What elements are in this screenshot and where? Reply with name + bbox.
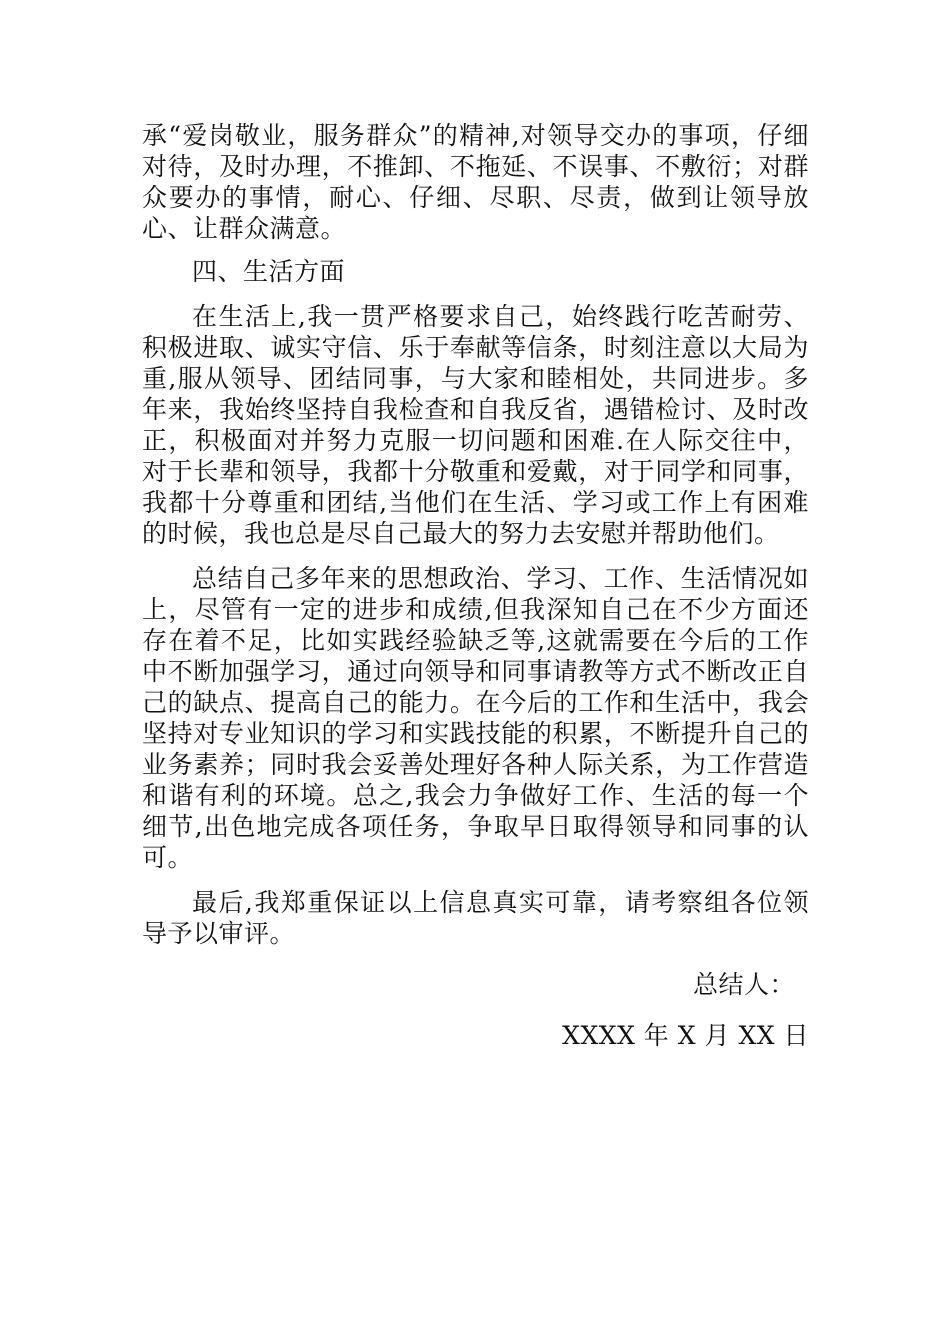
paragraph-summary: 总结自己多年来的思想政治、学习、工作、生活情况如上，尽管有一定的进步和成绩,但我深知自己在不少方面还存在着不足，比如实践经验缺乏等,这就需要在今后的工作中不断加强学习，通过向领导和同事请教等方式不断改正自己的缺点、提高自己的能力。在今后的工作和生活中，我会坚持对专业知识的学习和实践技能的积累，不断提升自己的业务素养；同时我会妥善处理好各种人际关系，为工作营造和谐有利的环境。总之,我会力争做好工作、生活的每一个细节,出色地完成各项任务，争取早日取得领导和同事的认可。 xyxy=(142,564,809,872)
section-heading-life: 四、生活方面 xyxy=(192,257,346,286)
signature-date: XXXX 年 X 月 XX 日 xyxy=(562,1021,809,1050)
document-page xyxy=(142,120,809,1051)
signer-label: 总结人： xyxy=(692,970,795,999)
paragraph-work-attitude: 承“爱岗敬业，服务群众”的精神,对领导交办的事项，仔细对待，及时办理，不推卸、不拖延、不误事、不敷衍；对群众要办的事情，耐心、仔细、尽职、尽责，做到让领导放心、让群众满意。 xyxy=(142,121,809,243)
paragraph-life: 在生活上,我一贯严格要求自己，始终践行吃苦耐劳、积极进取、诚实守信、乐于奉献等信条，时刻注意以大局为重,服从领导、团结同事，与大家和睦相处，共同进步。多年来，我始终坚持自我检查和自我反省，遇错检讨、及时改正，积极面对并努力克服一切问题和困难.在人际交往中，对于长辈和领导，我都十分敬重和爱戴，对于同学和同事，我都十分尊重和团结,当他们在生活、学习或工作上有困难的时候，我也总是尽自己最大的努力去安慰并帮助他们。 xyxy=(142,302,809,548)
paragraph-closing: 最后,我郑重保证以上信息真实可靠，请考察组各位领导予以审评。 xyxy=(142,888,809,948)
